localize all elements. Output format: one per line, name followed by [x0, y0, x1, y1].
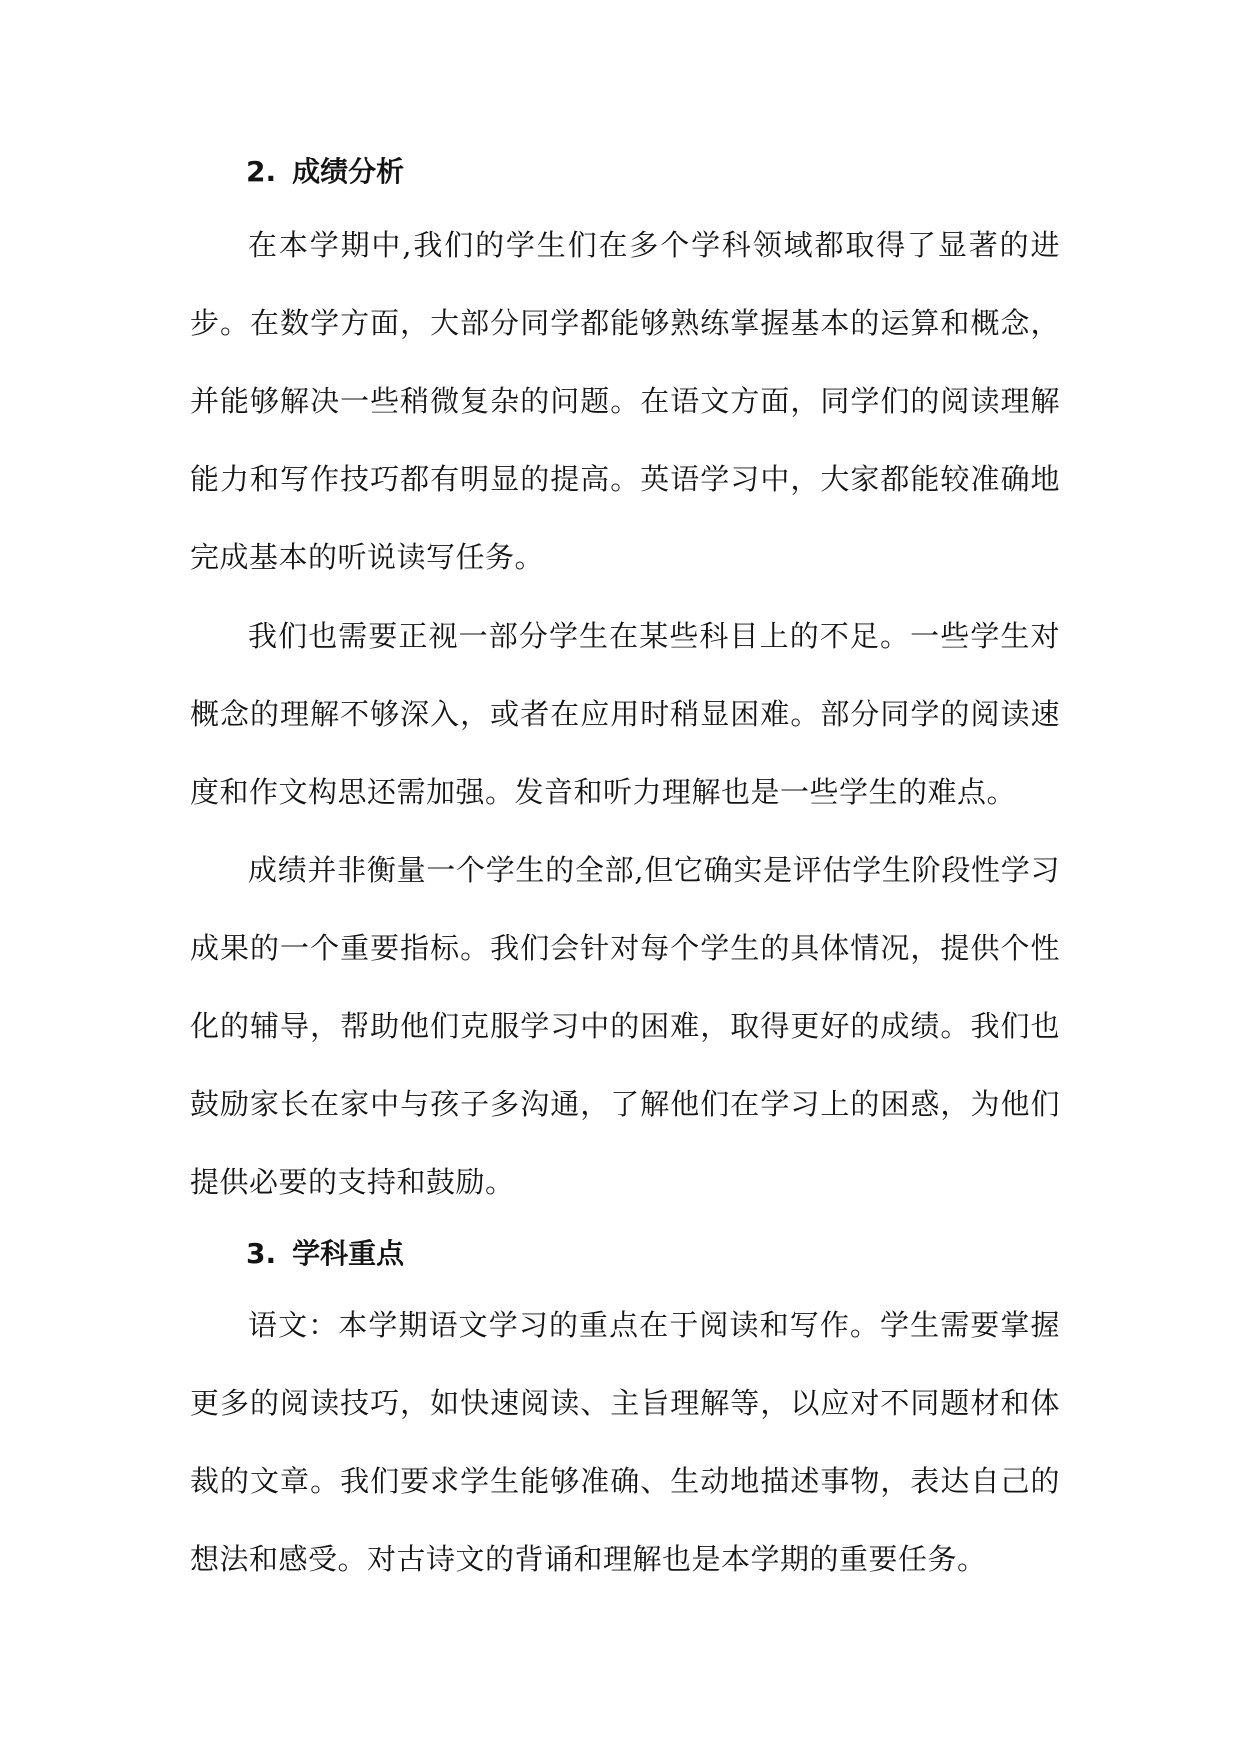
section-title: 学科重点	[292, 1237, 405, 1270]
section-heading-subject-focus	[246, 1234, 404, 1274]
paragraph-weakness: 我们也需要正视一部分学生在某些科目上的不足。一些学生对概念的理解不够深入，或者在应用时稍显困难。部分同学的阅读速度和作文构思还需加强。发音和听力理解也是一些学生的难点。	[190, 619, 1060, 809]
paragraph-progress: 在本学期中,我们的学生们在多个学科领域都取得了显著的进步。在数学方面，大部分同学都能够熟练掌握基本的运算和概念，并能够解决一些稍微复杂的问题。在语文方面，同学们的阅读理解能力和写作技巧都有明显的提高。英语学习中，大家都能较准确地完成基本的听说读写任务。	[190, 228, 1060, 574]
paragraph-chinese-focus: 语文：本学期语文学习的重点在于阅读和写作。学生需要掌握更多的阅读技巧，如快速阅读、主旨理解等，以应对不同题材和体裁的文章。我们要求学生能够准确、生动地描述事物，表达自己的想法和感受。对古诗文的背诵和理解也是本学期的重要任务。	[190, 1308, 1060, 1576]
paragraph-grades-meaning: 成绩并非衡量一个学生的全部,但它确实是评估学生阶段性学习成果的一个重要指标。我们会针对每个学生的具体情况，提供个性化的辅导，帮助他们克服学习中的困难，取得更好的成绩。我们也鼓励家长在家中与孩子多沟通，了解他们在学习上的困惑，为他们提供必要的支持和鼓励。	[190, 853, 1060, 1199]
section-number: 3.	[246, 1237, 277, 1270]
section-heading-grade-analysis	[246, 152, 404, 192]
section-title: 成绩分析	[292, 155, 405, 188]
section-number: 2.	[246, 155, 277, 188]
